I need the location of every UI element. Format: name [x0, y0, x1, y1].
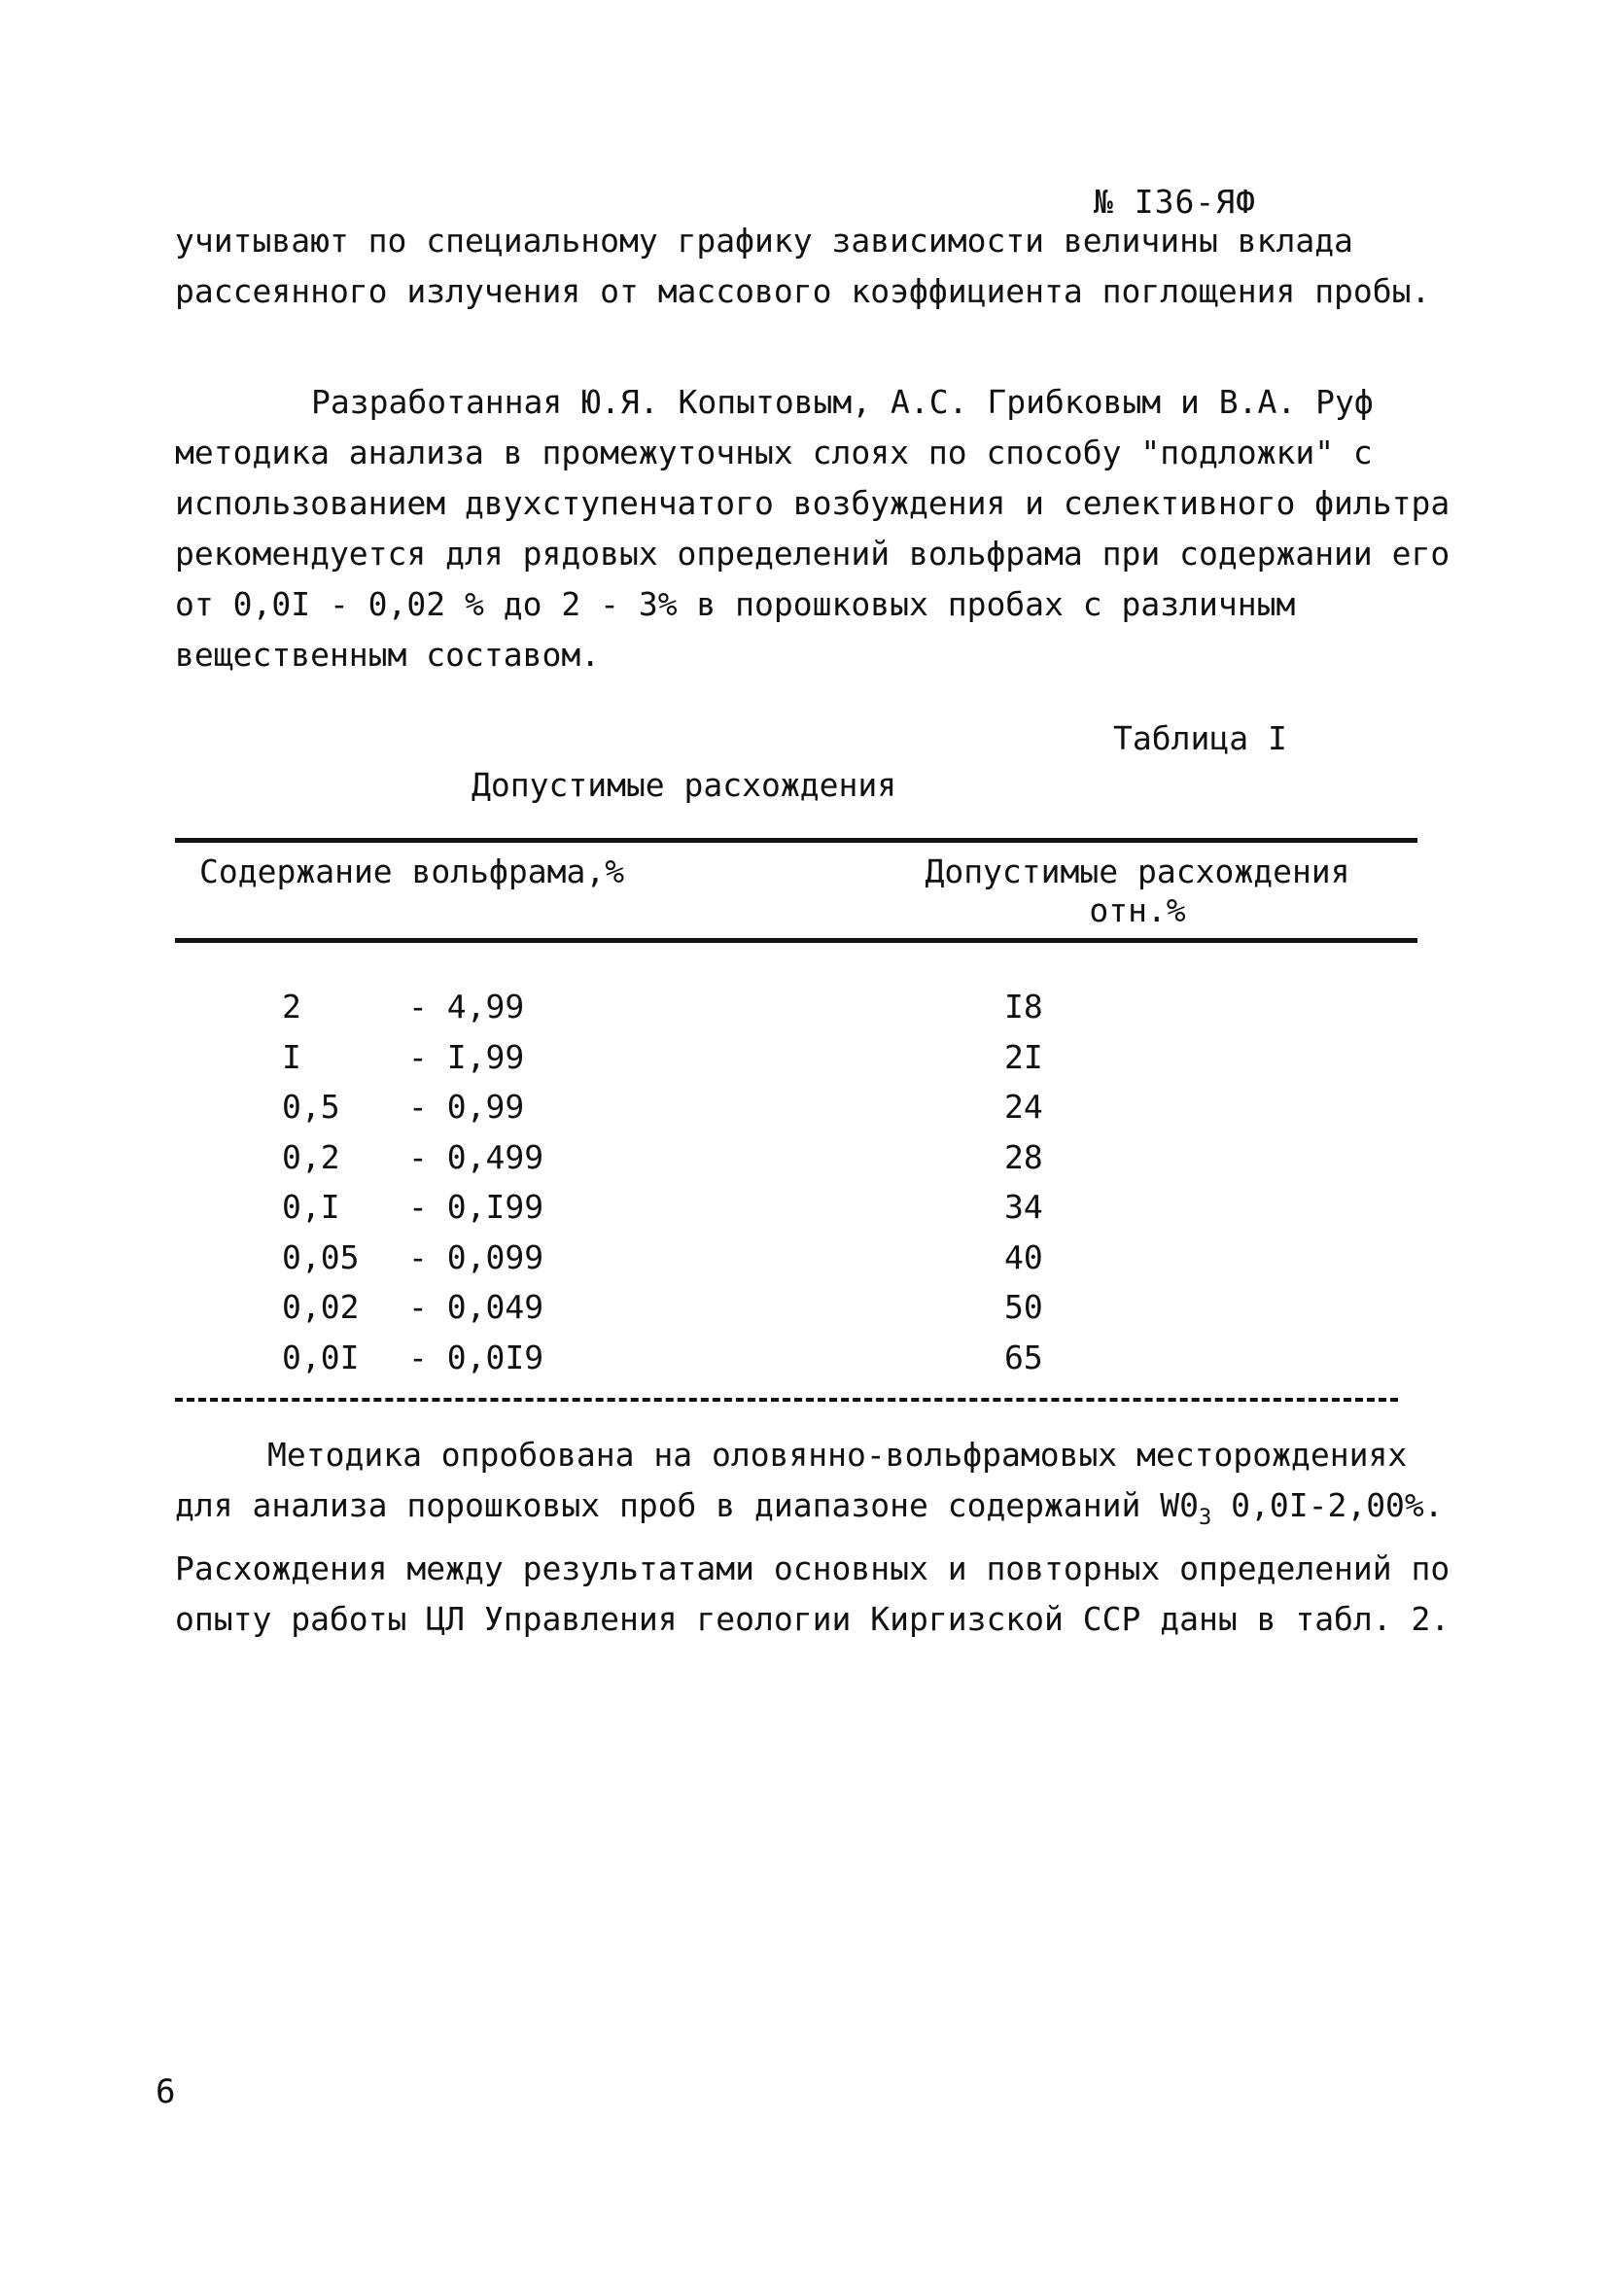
column-header-discrepancy-line1: Допустимые расхождения — [925, 852, 1350, 890]
table-bottom-rule — [175, 1398, 1398, 1402]
discrepancy-cell: 2I — [1004, 1037, 1043, 1076]
range-high-cell: - 0,0I9 — [408, 1338, 544, 1376]
table-row — [175, 982, 1417, 1032]
subscript-3: 3 — [1199, 1506, 1212, 1530]
discrepancy-cell: 34 — [1004, 1188, 1043, 1226]
discrepancy-cell: 28 — [1004, 1137, 1043, 1176]
range-low-cell: 0,0I — [282, 1338, 360, 1376]
table-row — [175, 1233, 1417, 1283]
paragraph-testing-text-after: 0,0I-2,00%. Расхождения между результатами основных и повторных определений по опыту работы ЦЛ Управления геологии Киргизской ССР даны в табл. 2. — [175, 1486, 1451, 1638]
range-high-cell: - I,99 — [408, 1037, 525, 1076]
paragraph-testing-results — [175, 1430, 1468, 1645]
table-row — [175, 1333, 1417, 1383]
paragraph-testing-text-before: Методика опробована на оловянно-вольфрамовых месторождениях для анализа порошковых проб в диапазоне содержаний W0 — [175, 1436, 1408, 1524]
discrepancy-cell: I8 — [1004, 988, 1043, 1026]
column-header-content: Содержание вольфрама,% — [199, 852, 625, 890]
document-number: № I36-ЯФ — [1094, 183, 1256, 221]
discrepancy-cell: 40 — [1004, 1237, 1043, 1276]
range-high-cell: - 4,99 — [408, 988, 525, 1026]
table-row — [175, 1132, 1417, 1183]
range-low-cell: 0,5 — [282, 1088, 340, 1126]
range-high-cell: - 0,049 — [408, 1288, 544, 1326]
page-number: 6 — [156, 2072, 176, 2111]
table-row — [175, 1032, 1417, 1083]
table-header-rule — [175, 938, 1417, 943]
table-label: Таблица I — [1113, 719, 1287, 757]
table-row — [175, 1082, 1417, 1132]
paragraph-continuation: учитывают по специальному графику зависимости величины вклада рассеянного излучения от массового коэффициента поглощения пробы. — [175, 222, 1431, 310]
range-high-cell: - 0,499 — [408, 1137, 544, 1176]
table-title: Допустимые расхождения — [472, 766, 897, 804]
discrepancy-cell: 65 — [1004, 1338, 1043, 1376]
table-row — [175, 1182, 1417, 1233]
range-low-cell: 0,2 — [282, 1137, 340, 1176]
column-header-discrepancy — [904, 852, 1371, 930]
range-low-cell: 0,I — [282, 1188, 340, 1226]
table-body — [175, 982, 1417, 1382]
range-low-cell: 0,02 — [282, 1288, 360, 1326]
table-top-rule — [175, 838, 1417, 843]
table-row — [175, 1282, 1417, 1333]
range-low-cell: 0,05 — [282, 1237, 360, 1276]
range-high-cell: - 0,99 — [408, 1088, 525, 1126]
range-low-cell: 2 — [282, 988, 301, 1026]
range-high-cell: - 0,I99 — [408, 1188, 544, 1226]
paragraph-method-description: Разработанная Ю.Я. Копытовым, А.С. Грибковым и В.А. Руф методика анализа в промежуточных слоях по способу "подложки" с использованием двухступенчатого возбуждения и селективного фильтра рекомендуется для рядовых определений вольфрама при содержании его от 0,0I - 0,02 % до 2 - 3% в порошковых пробах с различным вещественным составом. — [175, 383, 1451, 674]
discrepancy-cell: 50 — [1004, 1288, 1043, 1326]
column-header-discrepancy-line2: отн.% — [1089, 891, 1186, 929]
discrepancy-cell: 24 — [1004, 1088, 1043, 1126]
range-high-cell: - 0,099 — [408, 1237, 544, 1276]
range-low-cell: I — [282, 1037, 301, 1076]
